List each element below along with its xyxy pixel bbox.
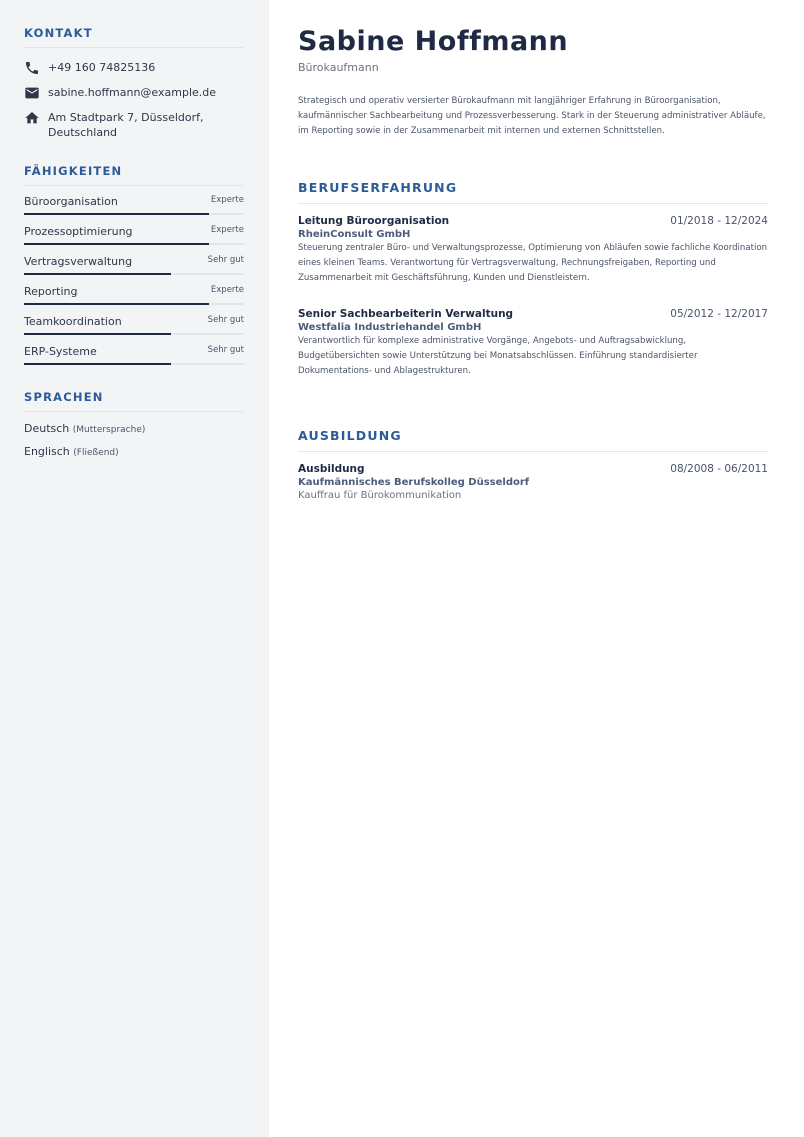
skill-bar-fill xyxy=(24,213,209,215)
skill-bar-track xyxy=(24,333,244,335)
entry-role: Leitung Büroorganisation xyxy=(298,215,450,227)
skills-heading: FÄHIGKEITEN xyxy=(24,164,244,186)
contact-email xyxy=(24,85,244,101)
skill-level: Experte xyxy=(210,195,244,205)
skill-bar-fill xyxy=(24,363,171,365)
skill-bar-track xyxy=(24,363,244,365)
language-item xyxy=(24,441,244,464)
language-name: Deutsch xyxy=(24,422,70,435)
skill-bar-track xyxy=(24,213,244,215)
education-heading: AUSBILDUNG xyxy=(298,428,768,452)
skill-bar-fill xyxy=(24,333,171,335)
main-content xyxy=(269,0,804,1137)
skill-item xyxy=(24,276,244,306)
languages-list xyxy=(24,418,244,464)
address-text: Am Stadtpark 7, Düsseldorf, Deutschland xyxy=(48,111,204,139)
skills-list xyxy=(24,186,244,366)
experience-entry xyxy=(298,308,768,379)
entry-date: 08/2008 - 06/2011 xyxy=(670,463,768,475)
phone-text[interactable]: +49 160 74825136 xyxy=(48,61,156,74)
skill-name: Vertragsverwaltung xyxy=(24,255,133,268)
home-icon xyxy=(24,110,40,126)
skill-level: Experte xyxy=(210,225,244,235)
skill-name: Reporting xyxy=(24,285,78,298)
skill-item xyxy=(24,336,244,366)
contact-phone xyxy=(24,60,244,76)
entry-description: Verantwortlich für komplexe administrative Vorgänge, Angebots- und Auftragsabwicklung, Budgetübersichten sowie Unterstützung bei Monatsabschlüssen. Einführung standardisierter Dokumentations- und Ablagestrukturen. xyxy=(298,336,698,376)
experience-entry xyxy=(298,215,768,286)
languages-section xyxy=(24,390,244,464)
sidebar xyxy=(0,0,269,1137)
skill-level: Sehr gut xyxy=(207,315,244,325)
phone-icon xyxy=(24,60,40,76)
email-text[interactable]: sabine.hoffmann@example.de xyxy=(48,86,217,99)
person-name: Sabine Hoffmann xyxy=(298,26,569,57)
language-level: (Fließend) xyxy=(73,448,119,458)
skill-item xyxy=(24,246,244,276)
entry-description: Steuerung zentraler Büro- und Verwaltungsprozesse, Optimierung von Abläufen sowie fachliche Koordination eines kleinen Teams. Verantwortung für Vertragsverwaltung, Rechnungsfreigaben, Reporting und Zusammenarbeit mit Geschäftsführung, Kunden und Dienstleistern. xyxy=(298,243,768,283)
language-level: (Muttersprache) xyxy=(72,425,146,435)
skill-bar-fill xyxy=(24,303,209,305)
skill-level: Experte xyxy=(210,285,244,295)
entry-degree: Kauffrau für Bürokommunikation xyxy=(298,490,462,501)
contact-heading: KONTAKT xyxy=(24,26,244,48)
contact-address xyxy=(24,110,244,140)
entry-organization: Westfalia Industriehandel GmbH xyxy=(298,322,482,333)
language-name: Englisch xyxy=(24,445,70,458)
skill-name: ERP-Systeme xyxy=(24,345,97,358)
skill-bar-fill xyxy=(24,273,171,275)
profile-summary: Strategisch und operativ versierter Bürokaufmann mit langjähriger Erfahrung in Büroorganisation, kaufmännischer Sachbearbeitung und Prozessverbesserung. Stark in der Steuerung administrativer Abläufe, im Reporting sowie in der Zusammenarbeit mit internen und externen Schnittstellen. xyxy=(298,96,766,136)
entry-role: Senior Sachbearbeiterin Verwaltung xyxy=(298,308,514,320)
experience-heading: BERUFSERFAHRUNG xyxy=(298,180,768,204)
entry-date: 01/2018 - 12/2024 xyxy=(670,215,768,227)
entry-organization: Kaufmännisches Berufskolleg Düsseldorf xyxy=(298,477,530,488)
education-entry xyxy=(298,463,768,501)
entry-role: Ausbildung xyxy=(298,463,365,475)
entry-organization: RheinConsult GmbH xyxy=(298,229,411,240)
skill-name: Teamkoordination xyxy=(24,315,122,328)
skill-item xyxy=(24,306,244,336)
skill-level: Sehr gut xyxy=(207,255,244,265)
skill-name: Prozessoptimierung xyxy=(24,225,133,238)
mail-icon xyxy=(24,85,40,101)
contact-section xyxy=(24,26,244,140)
skill-level: Sehr gut xyxy=(207,345,244,355)
languages-heading: SPRACHEN xyxy=(24,390,244,412)
skill-name: Büroorganisation xyxy=(24,195,118,208)
skill-bar-track xyxy=(24,303,244,305)
skill-bar-track xyxy=(24,273,244,275)
skill-item xyxy=(24,186,244,216)
skills-section xyxy=(24,164,244,366)
skill-bar-fill xyxy=(24,243,209,245)
skill-item xyxy=(24,216,244,246)
skill-bar-track xyxy=(24,243,244,245)
job-title: Bürokaufmann xyxy=(298,61,379,74)
language-item xyxy=(24,418,244,441)
entry-date: 05/2012 - 12/2017 xyxy=(670,308,768,320)
